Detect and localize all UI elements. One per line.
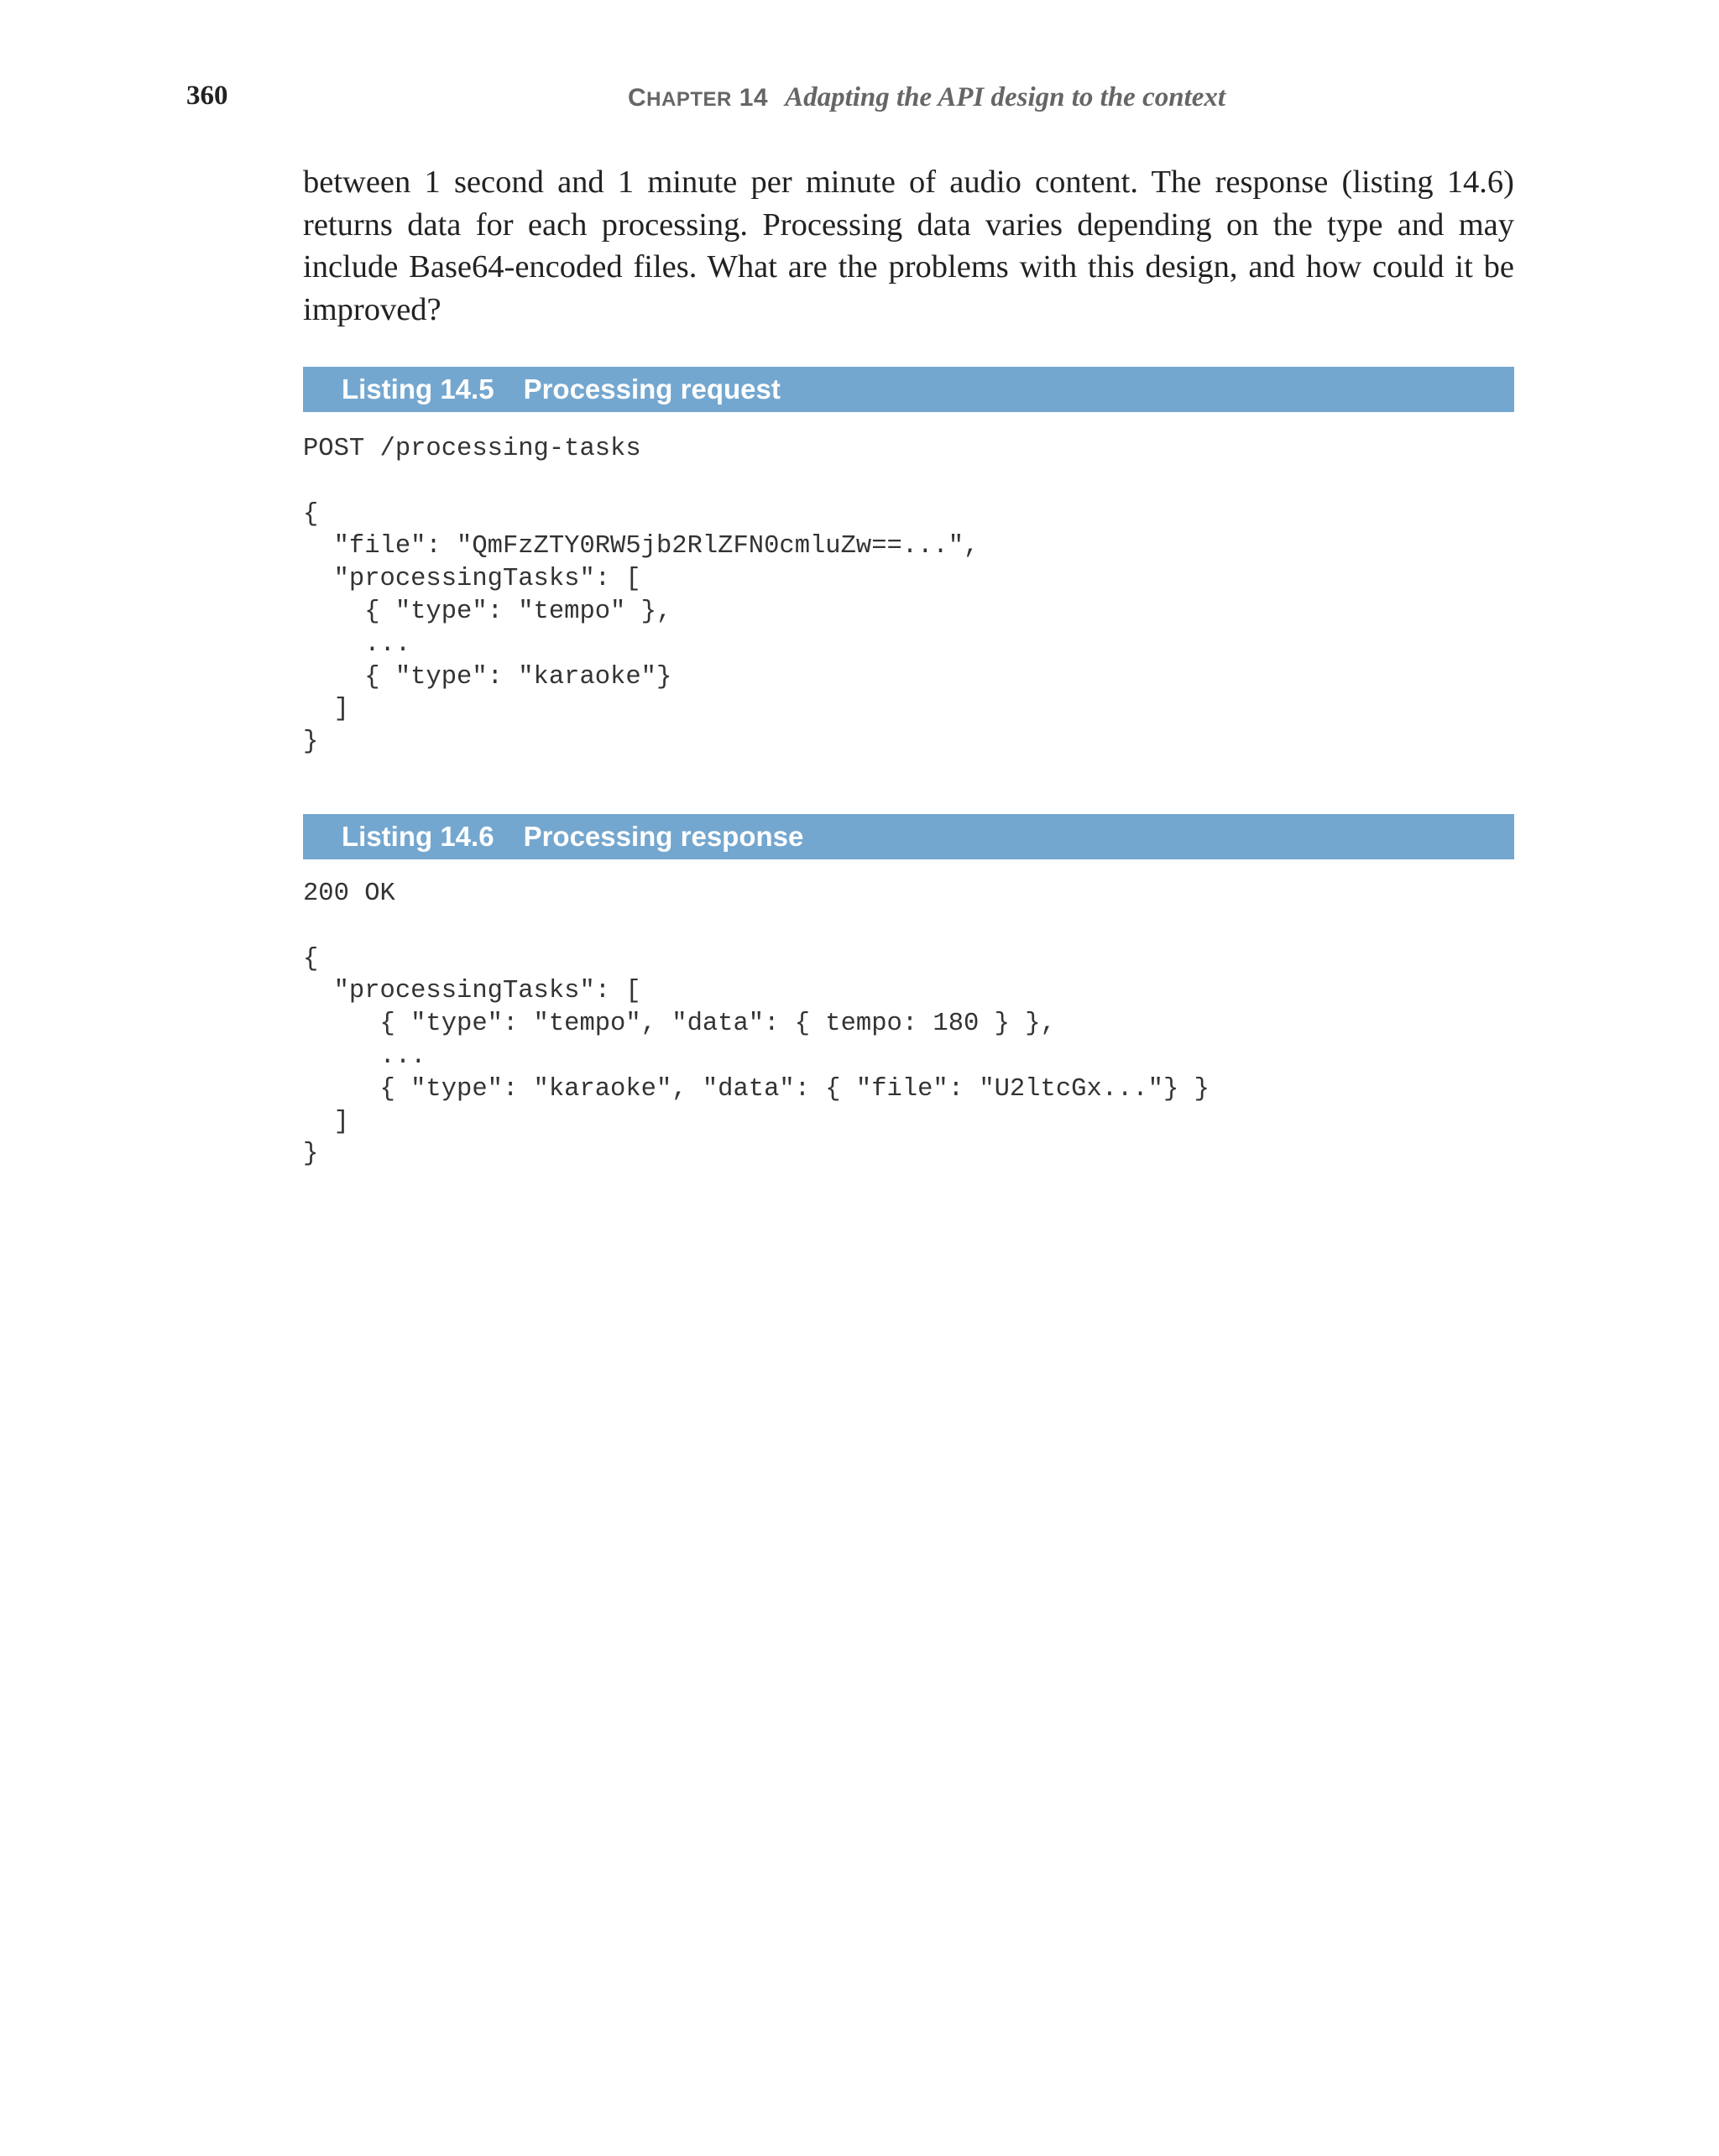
chapter-label (628, 84, 768, 112)
page-number: 360 (186, 81, 228, 111)
listing-number: Listing 14.6 (342, 821, 494, 852)
listing-title: Processing response (523, 821, 804, 852)
chapter-number: 14 (739, 84, 769, 112)
chapter-label-initial: C (628, 84, 647, 112)
chapter-title: Adapting the API design to the context (785, 82, 1226, 112)
listing-14-5-code: POST /processing-tasks { "file": "QmFzZTY0RW5jb2RlZFN0cmluZw==...", "processingTasks": [ { "type": "tempo" }, ... { "type": "karaoke"} ] } (303, 435, 980, 757)
listing-number: Listing 14.5 (342, 373, 494, 405)
listing-14-5-header (303, 367, 1514, 412)
listing-title: Processing request (523, 373, 781, 405)
chapter-label-rest: HAPTER (646, 88, 732, 111)
body-paragraph: between 1 second and 1 minute per minute of audio content. The response (listing 14.6) returns data for each processing. Processing data varies depending on the type and may include Base64-encoded files. What are the problems with this design, and how could it be improved? (303, 164, 1514, 327)
listing-14-6-code: 200 OK { "processingTasks": [ { "type": "tempo", "data": { tempo: 180 } }, ... { "type": "karaoke", "data": { "file": "U2ltcGx..."} } ] } (303, 880, 1210, 1169)
listing-14-6-header (303, 814, 1514, 859)
running-head (628, 82, 1225, 113)
